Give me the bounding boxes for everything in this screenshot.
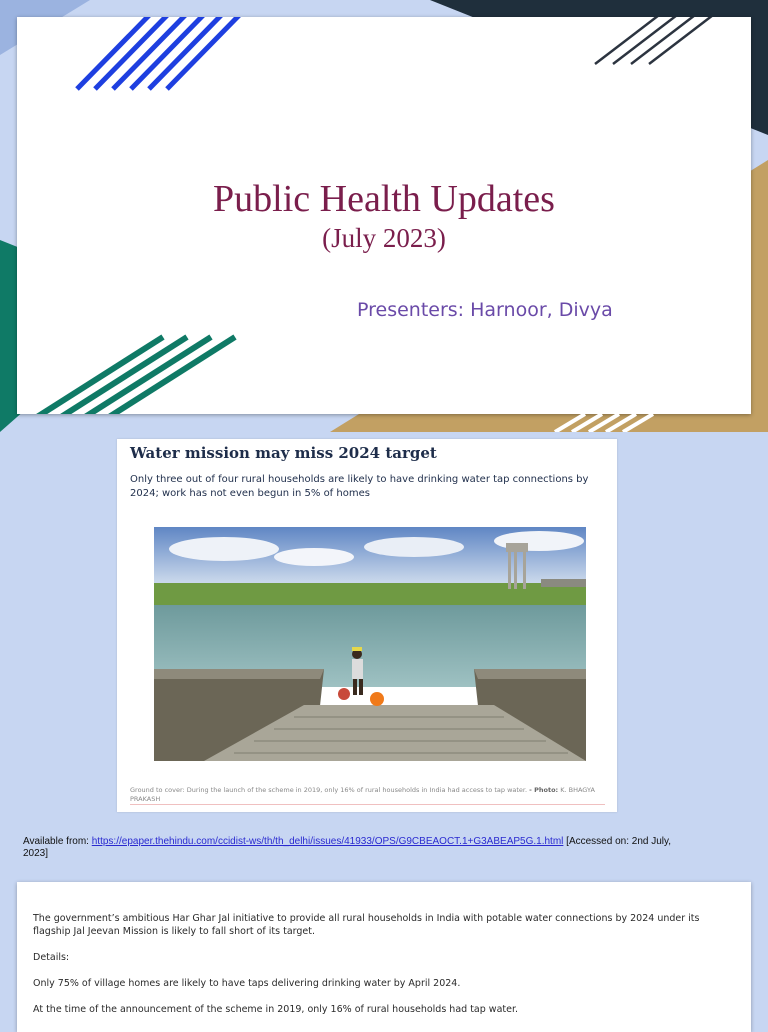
- presenters-line: Presenters: Harnoor, Divya: [357, 299, 613, 321]
- slide-title: Public Health Updates: [213, 178, 555, 220]
- details-slide: [17, 882, 751, 1032]
- newspaper-clipping: [117, 439, 617, 812]
- article-headline: Water mission may miss 2024 target: [130, 444, 437, 462]
- article-standfirst: Only three out of four rural households are likely to have drinking water tap connections by 2024; work has not even begun in 5% of homes: [130, 474, 589, 499]
- details-text: [33, 912, 733, 1029]
- photo-caption: Ground to cover: During the launch of the scheme in 2019, only 16% of rural households in India had access to tap water. - Photo: K. BHAGYA PRAKASH: [130, 786, 595, 803]
- details-point-1: Only 75% of village homes are likely to have taps delivering drinking water by April 2024.: [33, 978, 461, 989]
- source-link[interactable]: https://epaper.thehindu.com/ccidist-ws/th/th_delhi/issues/41933/OPS/G9CBEAOCT.1+G3ABEAP5G.1.html: [91, 836, 564, 847]
- title-card: [17, 17, 751, 414]
- details-point-2: At the time of the announcement of the scheme in 2019, only 16% of rural households had tap water.: [33, 1004, 519, 1015]
- details-intro: The government’s ambitious Har Ghar Jal initiative to provide all rural households in India with potable water connections by 2024 under its flagship Jal Jeevan Mission is likely to fall short of its target.: [33, 913, 700, 937]
- article-photo: [154, 527, 586, 761]
- source-citation: Available from: https://epaper.thehindu.com/ccidist-ws/th/th_delhi/issues/41933/OPS/G9CBEAOCT.1+G3ABEAP5G.1.html [Accessed on: 2nd July, 2023]: [23, 836, 672, 859]
- caption-divider: [130, 804, 605, 805]
- slide-subtitle: (July 2023): [322, 223, 446, 253]
- details-heading: Details:: [33, 952, 70, 963]
- water-tower: [506, 543, 528, 589]
- title-slide: [0, 0, 768, 432]
